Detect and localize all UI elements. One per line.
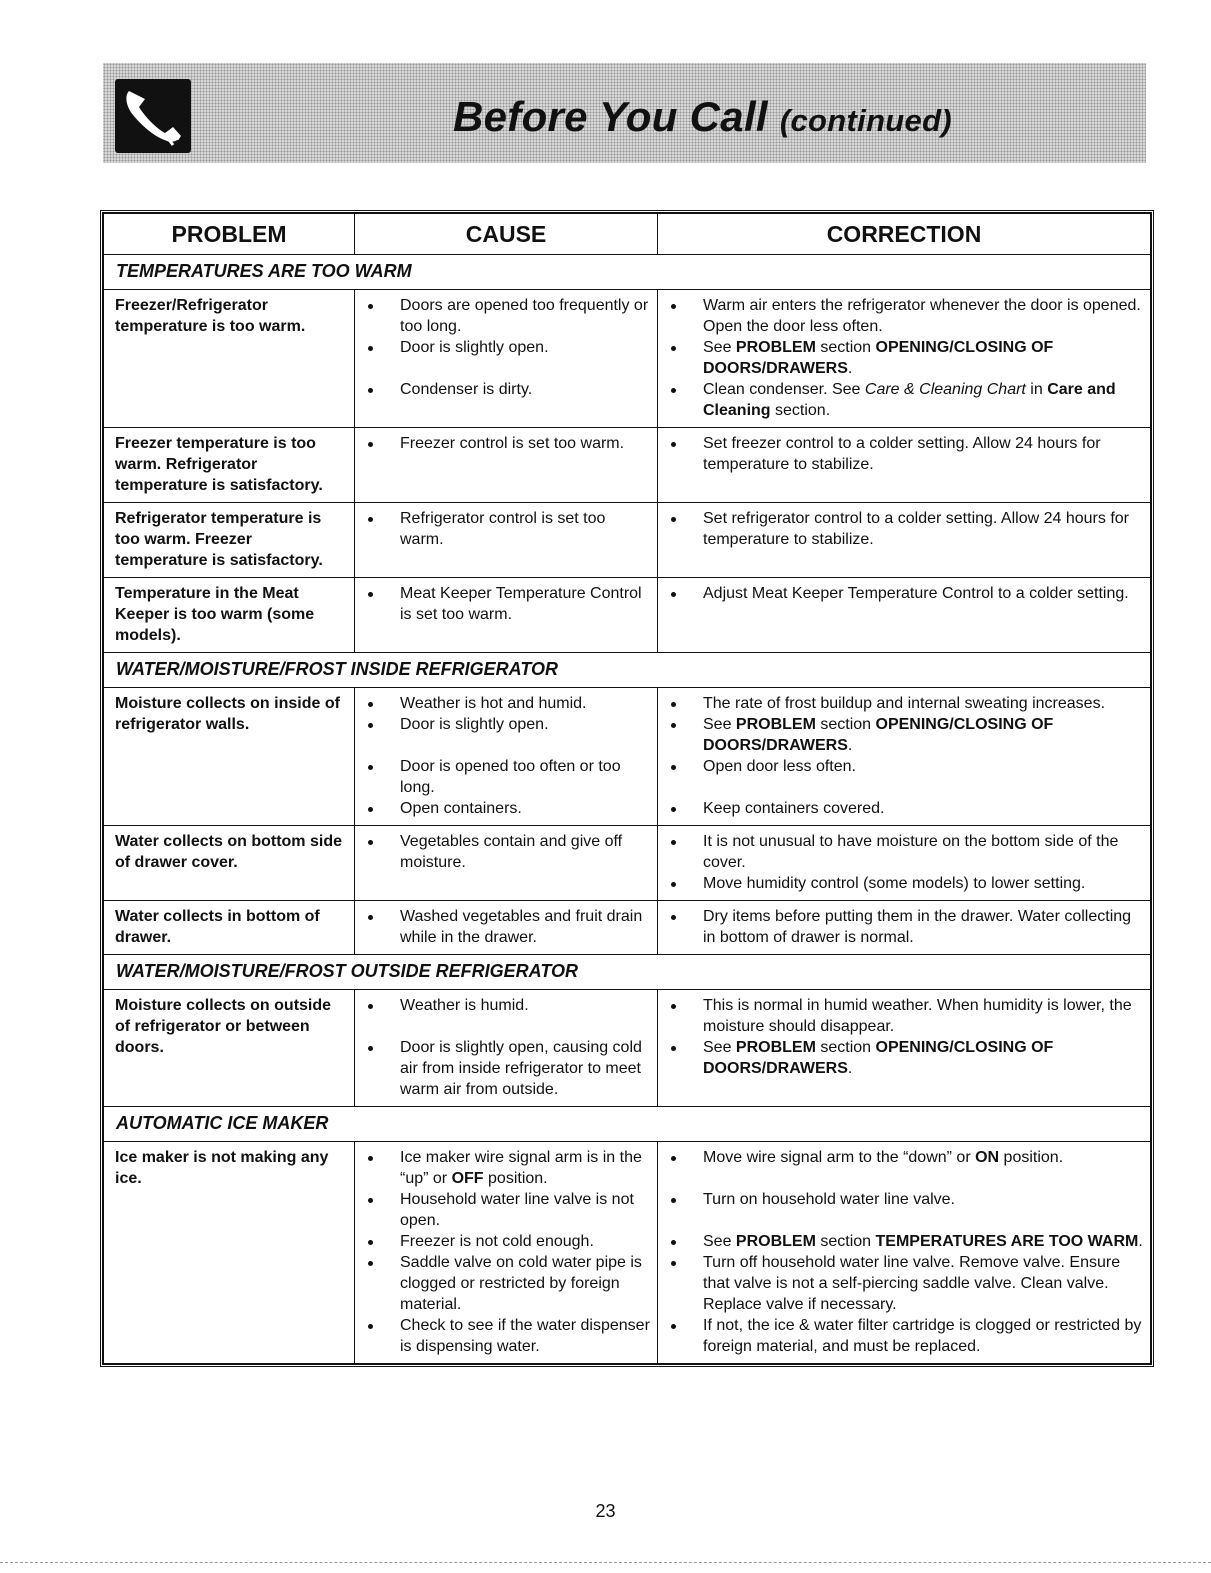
phone-icon bbox=[115, 79, 191, 153]
list-item: Door is opened too often or too long. bbox=[365, 756, 653, 798]
section-title: AUTOMATIC ICE MAKER bbox=[104, 1107, 1151, 1142]
table-header-row bbox=[104, 214, 1151, 255]
correction-cell bbox=[658, 1142, 1151, 1364]
cause-cell bbox=[355, 688, 658, 826]
section-row bbox=[104, 955, 1151, 990]
cause-cell bbox=[355, 901, 658, 955]
troubleshooting-table bbox=[100, 210, 1154, 1367]
problem-cell: Freezer/Refrigerator temperature is too warm. bbox=[104, 290, 355, 428]
table-row bbox=[104, 503, 1151, 578]
list-item: Household water line valve is not open. bbox=[365, 1189, 653, 1231]
list-item: Weather is hot and humid. bbox=[365, 693, 653, 714]
list-item: Open containers. bbox=[365, 798, 653, 819]
page-number: 23 bbox=[595, 1501, 616, 1521]
correction-cell bbox=[658, 578, 1151, 653]
list-item: See PROBLEM section OPENING/CLOSING OF DOORS/DRAWERS. bbox=[668, 714, 1146, 756]
table-row bbox=[104, 428, 1151, 503]
table-row bbox=[104, 826, 1151, 901]
list-item: Dry items before putting them in the drawer. Water collecting in bottom of drawer is normal. bbox=[668, 906, 1146, 948]
section-title: TEMPERATURES ARE TOO WARM bbox=[104, 255, 1151, 290]
problem-cell: Refrigerator temperature is too warm. Freezer temperature is satisfactory. bbox=[104, 503, 355, 578]
correction-cell bbox=[658, 826, 1151, 901]
list-item: Ice maker wire signal arm is in the “up” or OFF position. bbox=[365, 1147, 653, 1189]
list-item: Open door less often. bbox=[668, 756, 1146, 798]
column-header-correction: CORRECTION bbox=[658, 214, 1151, 255]
list-item: Adjust Meat Keeper Temperature Control to a colder setting. bbox=[668, 583, 1146, 604]
list-item: See PROBLEM section TEMPERATURES ARE TOO WARM. bbox=[668, 1231, 1146, 1252]
table-row bbox=[104, 901, 1151, 955]
cause-cell bbox=[355, 578, 658, 653]
cause-cell bbox=[355, 290, 658, 428]
table-row bbox=[104, 290, 1151, 428]
list-item: Turn on household water line valve. bbox=[668, 1189, 1146, 1231]
list-item: Door is slightly open, causing cold air from inside refrigerator to meet warm air from outside. bbox=[365, 1037, 653, 1100]
table-row bbox=[104, 1142, 1151, 1364]
bottom-rule bbox=[0, 1562, 1211, 1564]
problem-cell: Moisture collects on outside of refrigerator or between doors. bbox=[104, 990, 355, 1107]
problem-cell: Ice maker is not making any ice. bbox=[104, 1142, 355, 1364]
section-row bbox=[104, 653, 1151, 688]
column-header-cause: CAUSE bbox=[355, 214, 658, 255]
correction-cell bbox=[658, 688, 1151, 826]
list-item: See PROBLEM section OPENING/CLOSING OF DOORS/DRAWERS. bbox=[668, 1037, 1146, 1079]
list-item: Weather is humid. bbox=[365, 995, 653, 1037]
list-item: Condenser is dirty. bbox=[365, 379, 653, 400]
list-item: Washed vegetables and fruit drain while in the drawer. bbox=[365, 906, 653, 948]
table-row bbox=[104, 578, 1151, 653]
problem-cell: Water collects on bottom side of drawer cover. bbox=[104, 826, 355, 901]
list-item: Clean condenser. See Care & Cleaning Chart in Care and Cleaning section. bbox=[668, 379, 1146, 421]
list-item: Refrigerator control is set too warm. bbox=[365, 508, 653, 550]
title-subtitle: (continued) bbox=[779, 103, 952, 138]
problem-cell: Freezer temperature is too warm. Refrigerator temperature is satisfactory. bbox=[104, 428, 355, 503]
list-item: It is not unusual to have moisture on the bottom side of the cover. bbox=[668, 831, 1146, 873]
list-item: Move wire signal arm to the “down” or ON position. bbox=[668, 1147, 1146, 1189]
list-item: Door is slightly open. bbox=[365, 337, 653, 379]
correction-cell bbox=[658, 290, 1151, 428]
cause-cell bbox=[355, 826, 658, 901]
list-item: The rate of frost buildup and internal sweating increases. bbox=[668, 693, 1146, 714]
list-item: Check to see if the water dispenser is dispensing water. bbox=[365, 1315, 653, 1357]
title-text: Before You Call bbox=[453, 93, 768, 140]
header-banner bbox=[103, 63, 1146, 163]
list-item: Set refrigerator control to a colder setting. Allow 24 hours for temperature to stabilize. bbox=[668, 508, 1146, 550]
section-title: WATER/MOISTURE/FROST INSIDE REFRIGERATOR bbox=[104, 653, 1151, 688]
section-row bbox=[104, 255, 1151, 290]
table-row bbox=[104, 990, 1151, 1107]
list-item: Warm air enters the refrigerator whenever the door is opened. Open the door less often. bbox=[668, 295, 1146, 337]
list-item: Saddle valve on cold water pipe is clogged or restricted by foreign material. bbox=[365, 1252, 653, 1315]
list-item: Keep containers covered. bbox=[668, 798, 1146, 819]
column-header-problem: PROBLEM bbox=[104, 214, 355, 255]
cause-cell bbox=[355, 503, 658, 578]
cause-cell bbox=[355, 428, 658, 503]
list-item: Vegetables contain and give off moisture. bbox=[365, 831, 653, 873]
section-row bbox=[104, 1107, 1151, 1142]
section-title: WATER/MOISTURE/FROST OUTSIDE REFRIGERATOR bbox=[104, 955, 1151, 990]
correction-cell bbox=[658, 990, 1151, 1107]
problem-cell: Moisture collects on inside of refrigerator walls. bbox=[104, 688, 355, 826]
list-item: Move humidity control (some models) to lower setting. bbox=[668, 873, 1146, 894]
problem-cell: Temperature in the Meat Keeper is too warm (some models). bbox=[104, 578, 355, 653]
list-item: Meat Keeper Temperature Control is set too warm. bbox=[365, 583, 653, 625]
correction-cell bbox=[658, 428, 1151, 503]
list-item: Turn off household water line valve. Remove valve. Ensure that valve is not a self-piercing saddle valve. Clean valve. Replace valve if necessary. bbox=[668, 1252, 1146, 1315]
problem-cell: Water collects in bottom of drawer. bbox=[104, 901, 355, 955]
list-item: Door is slightly open. bbox=[365, 714, 653, 756]
list-item: Set freezer control to a colder setting. Allow 24 hours for temperature to stabilize. bbox=[668, 433, 1146, 475]
list-item: See PROBLEM section OPENING/CLOSING OF DOORS/DRAWERS. bbox=[668, 337, 1146, 379]
table-row bbox=[104, 688, 1151, 826]
correction-cell bbox=[658, 503, 1151, 578]
list-item: Freezer is not cold enough. bbox=[365, 1231, 653, 1252]
page-title bbox=[453, 93, 952, 141]
list-item: If not, the ice & water filter cartridge is clogged or restricted by foreign material, and must be replaced. bbox=[668, 1315, 1146, 1357]
list-item: This is normal in humid weather. When humidity is lower, the moisture should disappear. bbox=[668, 995, 1146, 1037]
cause-cell bbox=[355, 1142, 658, 1364]
correction-cell bbox=[658, 901, 1151, 955]
list-item: Doors are opened too frequently or too long. bbox=[365, 295, 653, 337]
list-item: Freezer control is set too warm. bbox=[365, 433, 653, 454]
cause-cell bbox=[355, 990, 658, 1107]
table-body bbox=[104, 255, 1151, 1364]
